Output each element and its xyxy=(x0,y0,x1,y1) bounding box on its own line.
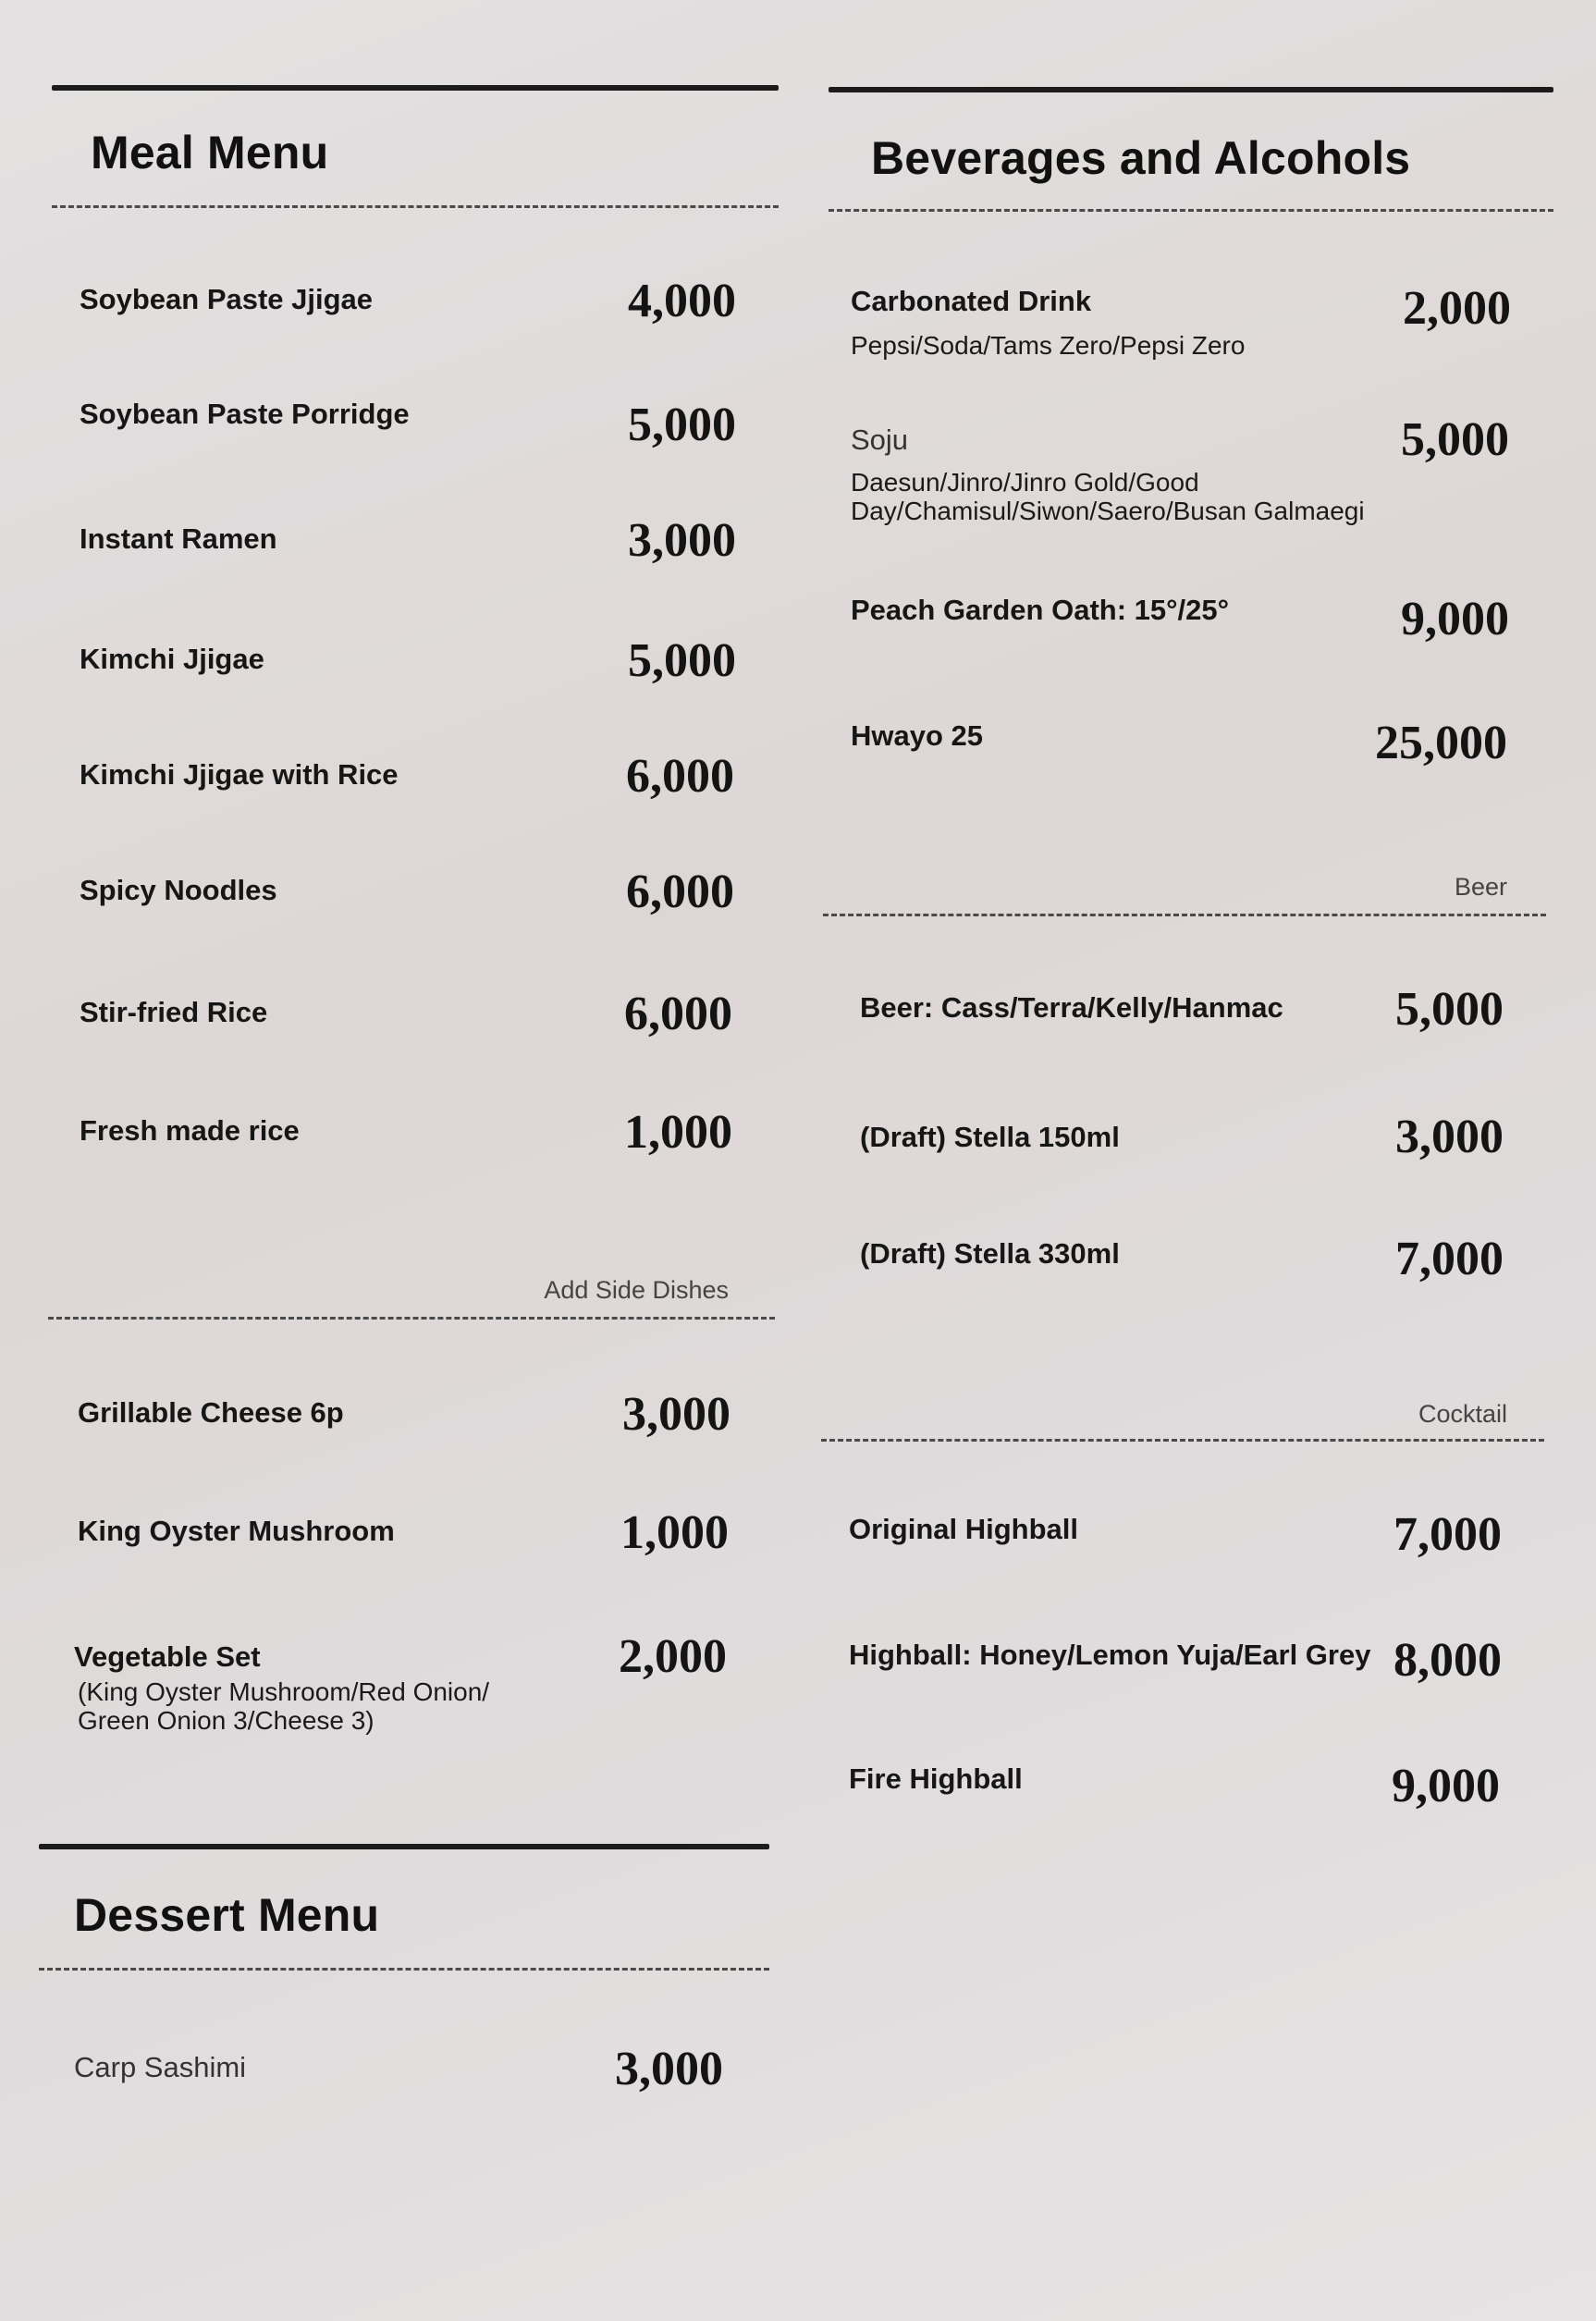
item-name: Stir-fried Rice xyxy=(80,996,268,1028)
item-name: (Draft) Stella 330ml xyxy=(860,1237,1120,1270)
item-name: Original Highball xyxy=(849,1513,1079,1545)
dessert-title-divider xyxy=(39,1968,769,1971)
beverages-title: Beverages and Alcohols xyxy=(871,132,1411,184)
item-name: Beer: Cass/Terra/Kelly/Hanmac xyxy=(860,991,1283,1024)
item-name: Soju xyxy=(851,424,909,456)
item-price: 6,000 xyxy=(626,750,734,803)
item-name: Hwayo 25 xyxy=(851,719,984,752)
item-detail: Daesun/Jinro/Jinro Gold/Good xyxy=(851,468,1199,497)
item-price: 7,000 xyxy=(1395,1233,1504,1285)
item-price: 3,000 xyxy=(628,514,736,567)
item-name: King Oyster Mushroom xyxy=(78,1515,395,1547)
item-name: Soybean Paste Jjigae xyxy=(80,283,374,315)
item-price: 9,000 xyxy=(1392,1760,1500,1812)
item-name: Peach Garden Oath: 15°/25° xyxy=(851,594,1230,626)
item-price: 5,000 xyxy=(628,634,736,687)
item-price: 5,000 xyxy=(1401,413,1509,466)
item-detail: Green Onion 3/Cheese 3) xyxy=(78,1706,374,1735)
side-dishes-label: Add Side Dishes xyxy=(544,1276,729,1304)
item-name: Spicy Noodles xyxy=(80,874,277,906)
dessert-top-rule xyxy=(39,1844,769,1849)
item-name: Kimchi Jjigae xyxy=(80,643,264,675)
item-name: Carp Sashimi xyxy=(74,2051,247,2083)
meal-title-divider xyxy=(52,205,779,208)
beer-label: Beer xyxy=(1454,873,1507,901)
item-name: Vegetable Set xyxy=(74,1640,261,1673)
item-name: Grillable Cheese 6p xyxy=(78,1396,344,1429)
dessert-menu-title: Dessert Menu xyxy=(74,1889,380,1941)
cocktail-label: Cocktail xyxy=(1418,1400,1507,1428)
item-name: Carbonated Drink xyxy=(851,285,1092,317)
item-name: Fire Highball xyxy=(849,1762,1023,1795)
item-price: 8,000 xyxy=(1393,1634,1502,1687)
beverages-title-divider xyxy=(829,209,1553,212)
item-name: Instant Ramen xyxy=(80,522,277,555)
item-name: Soybean Paste Porridge xyxy=(80,398,410,430)
item-price: 25,000 xyxy=(1375,717,1507,769)
item-name: (Draft) Stella 150ml xyxy=(860,1121,1120,1153)
cocktail-divider xyxy=(821,1439,1544,1442)
item-price: 4,000 xyxy=(628,275,736,327)
item-price: 5,000 xyxy=(628,399,736,451)
item-name: Fresh made rice xyxy=(80,1114,300,1147)
meal-menu-title: Meal Menu xyxy=(91,127,329,178)
item-price: 5,000 xyxy=(1395,983,1504,1036)
item-price: 3,000 xyxy=(615,2043,723,2095)
item-price: 3,000 xyxy=(622,1388,730,1441)
item-name: Highball: Honey/Lemon Yuja/Earl Grey xyxy=(849,1639,1371,1671)
item-price: 6,000 xyxy=(626,866,734,918)
item-detail: Day/Chamisul/Siwon/Saero/Busan Galmaegi xyxy=(851,497,1365,525)
beverages-top-rule xyxy=(829,87,1553,92)
item-price: 1,000 xyxy=(624,1106,732,1159)
beer-divider xyxy=(823,914,1546,916)
item-price: 6,000 xyxy=(624,988,732,1040)
item-price: 2,000 xyxy=(1403,282,1511,335)
item-detail: Pepsi/Soda/Tams Zero/Pepsi Zero xyxy=(851,331,1246,360)
side-dishes-divider xyxy=(48,1317,775,1320)
item-price: 1,000 xyxy=(620,1506,729,1559)
item-price: 2,000 xyxy=(619,1630,727,1683)
meal-top-rule xyxy=(52,85,779,91)
item-price: 7,000 xyxy=(1393,1508,1502,1561)
item-price: 9,000 xyxy=(1401,593,1509,645)
item-name: Kimchi Jjigae with Rice xyxy=(80,758,399,791)
item-price: 3,000 xyxy=(1395,1111,1504,1163)
item-detail: (King Oyster Mushroom/Red Onion/ xyxy=(78,1677,490,1706)
